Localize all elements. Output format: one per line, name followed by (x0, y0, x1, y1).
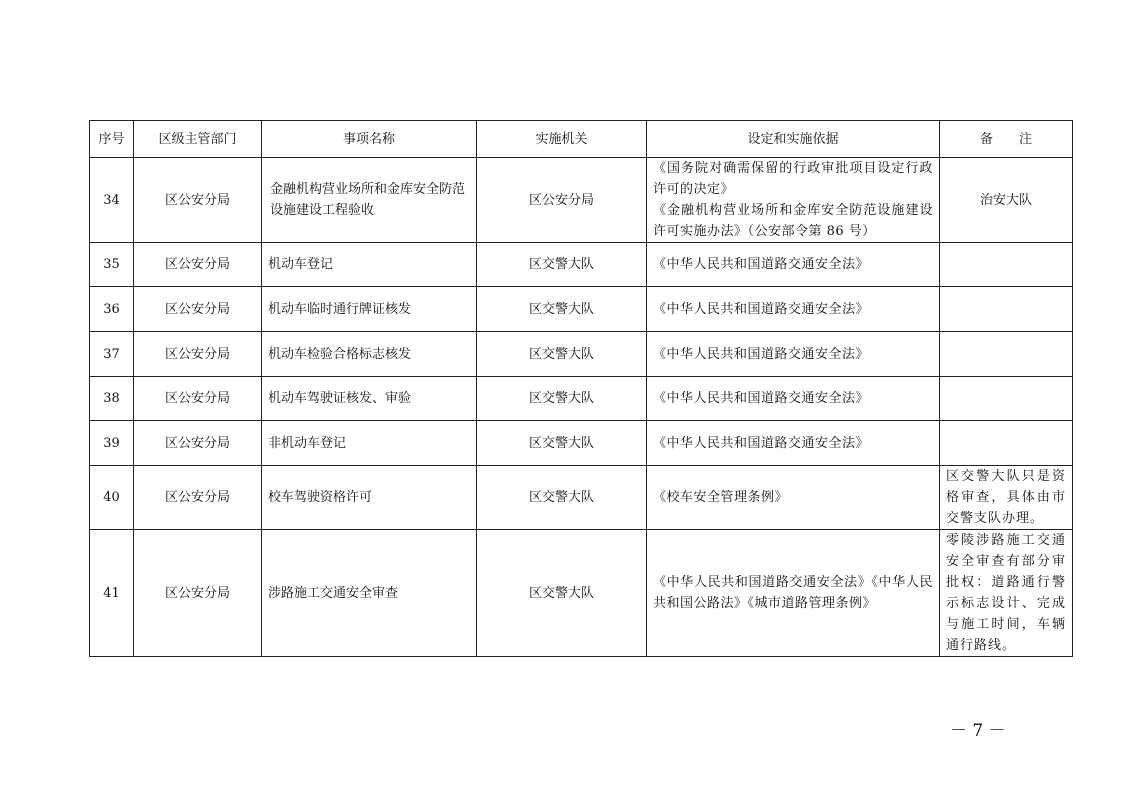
row-item-name: 涉路施工交通安全审查 (262, 530, 477, 657)
header-serial-number: 序号 (90, 121, 134, 158)
row-department: 区公安分局 (134, 332, 262, 377)
header-notes: 备 注 (940, 121, 1073, 158)
row-note: 零陵涉路施工交通安全审查有部分审批权：道路通行警示标志设计、完成与施工时间，车辆通行路线。 (940, 530, 1073, 657)
row-number: 39 (90, 421, 134, 466)
legal-basis-line: 《国务院对确需保留的行政审批项目设定行政许可的决定》 (653, 161, 933, 197)
row-agency: 区交警大队 (477, 287, 647, 332)
row-note (940, 332, 1073, 377)
row-item-name: 机动车检验合格标志核发 (262, 332, 477, 377)
header-department: 区级主管部门 (134, 121, 262, 158)
row-agency: 区交警大队 (477, 466, 647, 530)
row-legal-basis (647, 287, 940, 332)
row-item-name: 金融机构营业场所和金库安全防范设施建设工程验收 (262, 158, 477, 243)
table-row (90, 243, 1073, 287)
row-agency: 区交警大队 (477, 332, 647, 377)
page-number: － 7 － (950, 721, 1006, 741)
row-item-name: 非机动车登记 (262, 421, 477, 466)
row-department: 区公安分局 (134, 530, 262, 657)
row-number: 36 (90, 287, 134, 332)
row-agency: 区交警大队 (477, 377, 647, 421)
row-agency: 区交警大队 (477, 243, 647, 287)
row-legal-basis (647, 421, 940, 466)
row-item-name: 机动车登记 (262, 243, 477, 287)
table-row (90, 377, 1073, 421)
row-legal-basis (647, 243, 940, 287)
row-department: 区公安分局 (134, 287, 262, 332)
row-legal-basis (647, 530, 940, 657)
row-note (940, 377, 1073, 421)
row-department: 区公安分局 (134, 243, 262, 287)
table-row (90, 287, 1073, 332)
row-number: 41 (90, 530, 134, 657)
legal-basis-line: 《校车安全管理条例》 (653, 490, 789, 505)
row-note (940, 243, 1073, 287)
row-number: 37 (90, 332, 134, 377)
row-note: 区交警大队只是资格审查，具体由市交警支队办理。 (940, 466, 1073, 530)
row-item-name: 机动车临时通行牌证核发 (262, 287, 477, 332)
row-number: 34 (90, 158, 134, 243)
row-note: 治安大队 (940, 158, 1073, 243)
row-agency: 区交警大队 (477, 421, 647, 466)
row-number: 38 (90, 377, 134, 421)
row-legal-basis (647, 466, 940, 530)
row-item-name: 校车驾驶资格许可 (262, 466, 477, 530)
row-legal-basis (647, 377, 940, 421)
legal-basis-line: 《中华人民共和国道路交通安全法》 (653, 346, 870, 362)
row-number: 35 (90, 243, 134, 287)
header-item-name: 事项名称 (262, 121, 477, 158)
row-note (940, 421, 1073, 466)
legal-basis-line: 《中华人民共和国道路交通安全法》 (653, 257, 870, 272)
row-department: 区公安分局 (134, 377, 262, 421)
legal-basis-line: 《中华人民共和国道路交通安全法》《中华人民共和国公路法》《城市道路管理条例》 (653, 575, 933, 611)
row-number: 40 (90, 466, 134, 530)
row-agency: 区交警大队 (477, 530, 647, 657)
legal-basis-line: 《中华人民共和国道路交通安全法》 (653, 391, 870, 406)
header-legal-basis: 设定和实施依据 (647, 121, 940, 158)
row-department: 区公安分局 (134, 158, 262, 243)
table-row (90, 466, 1073, 530)
row-note (940, 287, 1073, 332)
table-row (90, 530, 1073, 657)
legal-basis-line: 《金融机构营业场所和金库安全防范设施建设许可实施办法》（公安部令第 86 号） (653, 203, 933, 239)
approval-items-table (89, 120, 1073, 657)
row-agency: 区公安分局 (477, 158, 647, 243)
legal-basis-line: 《中华人民共和国道路交通安全法》 (653, 301, 870, 317)
table-row (90, 332, 1073, 377)
row-department: 区公安分局 (134, 421, 262, 466)
legal-basis-line: 《中华人民共和国道路交通安全法》 (653, 435, 870, 451)
row-legal-basis (647, 332, 940, 377)
table-row (90, 158, 1073, 243)
row-department: 区公安分局 (134, 466, 262, 530)
row-legal-basis (647, 158, 940, 243)
header-implementing-agency: 实施机关 (477, 121, 647, 158)
table-header-row (90, 121, 1073, 158)
row-item-name: 机动车驾驶证核发、审验 (262, 377, 477, 421)
table-row (90, 421, 1073, 466)
